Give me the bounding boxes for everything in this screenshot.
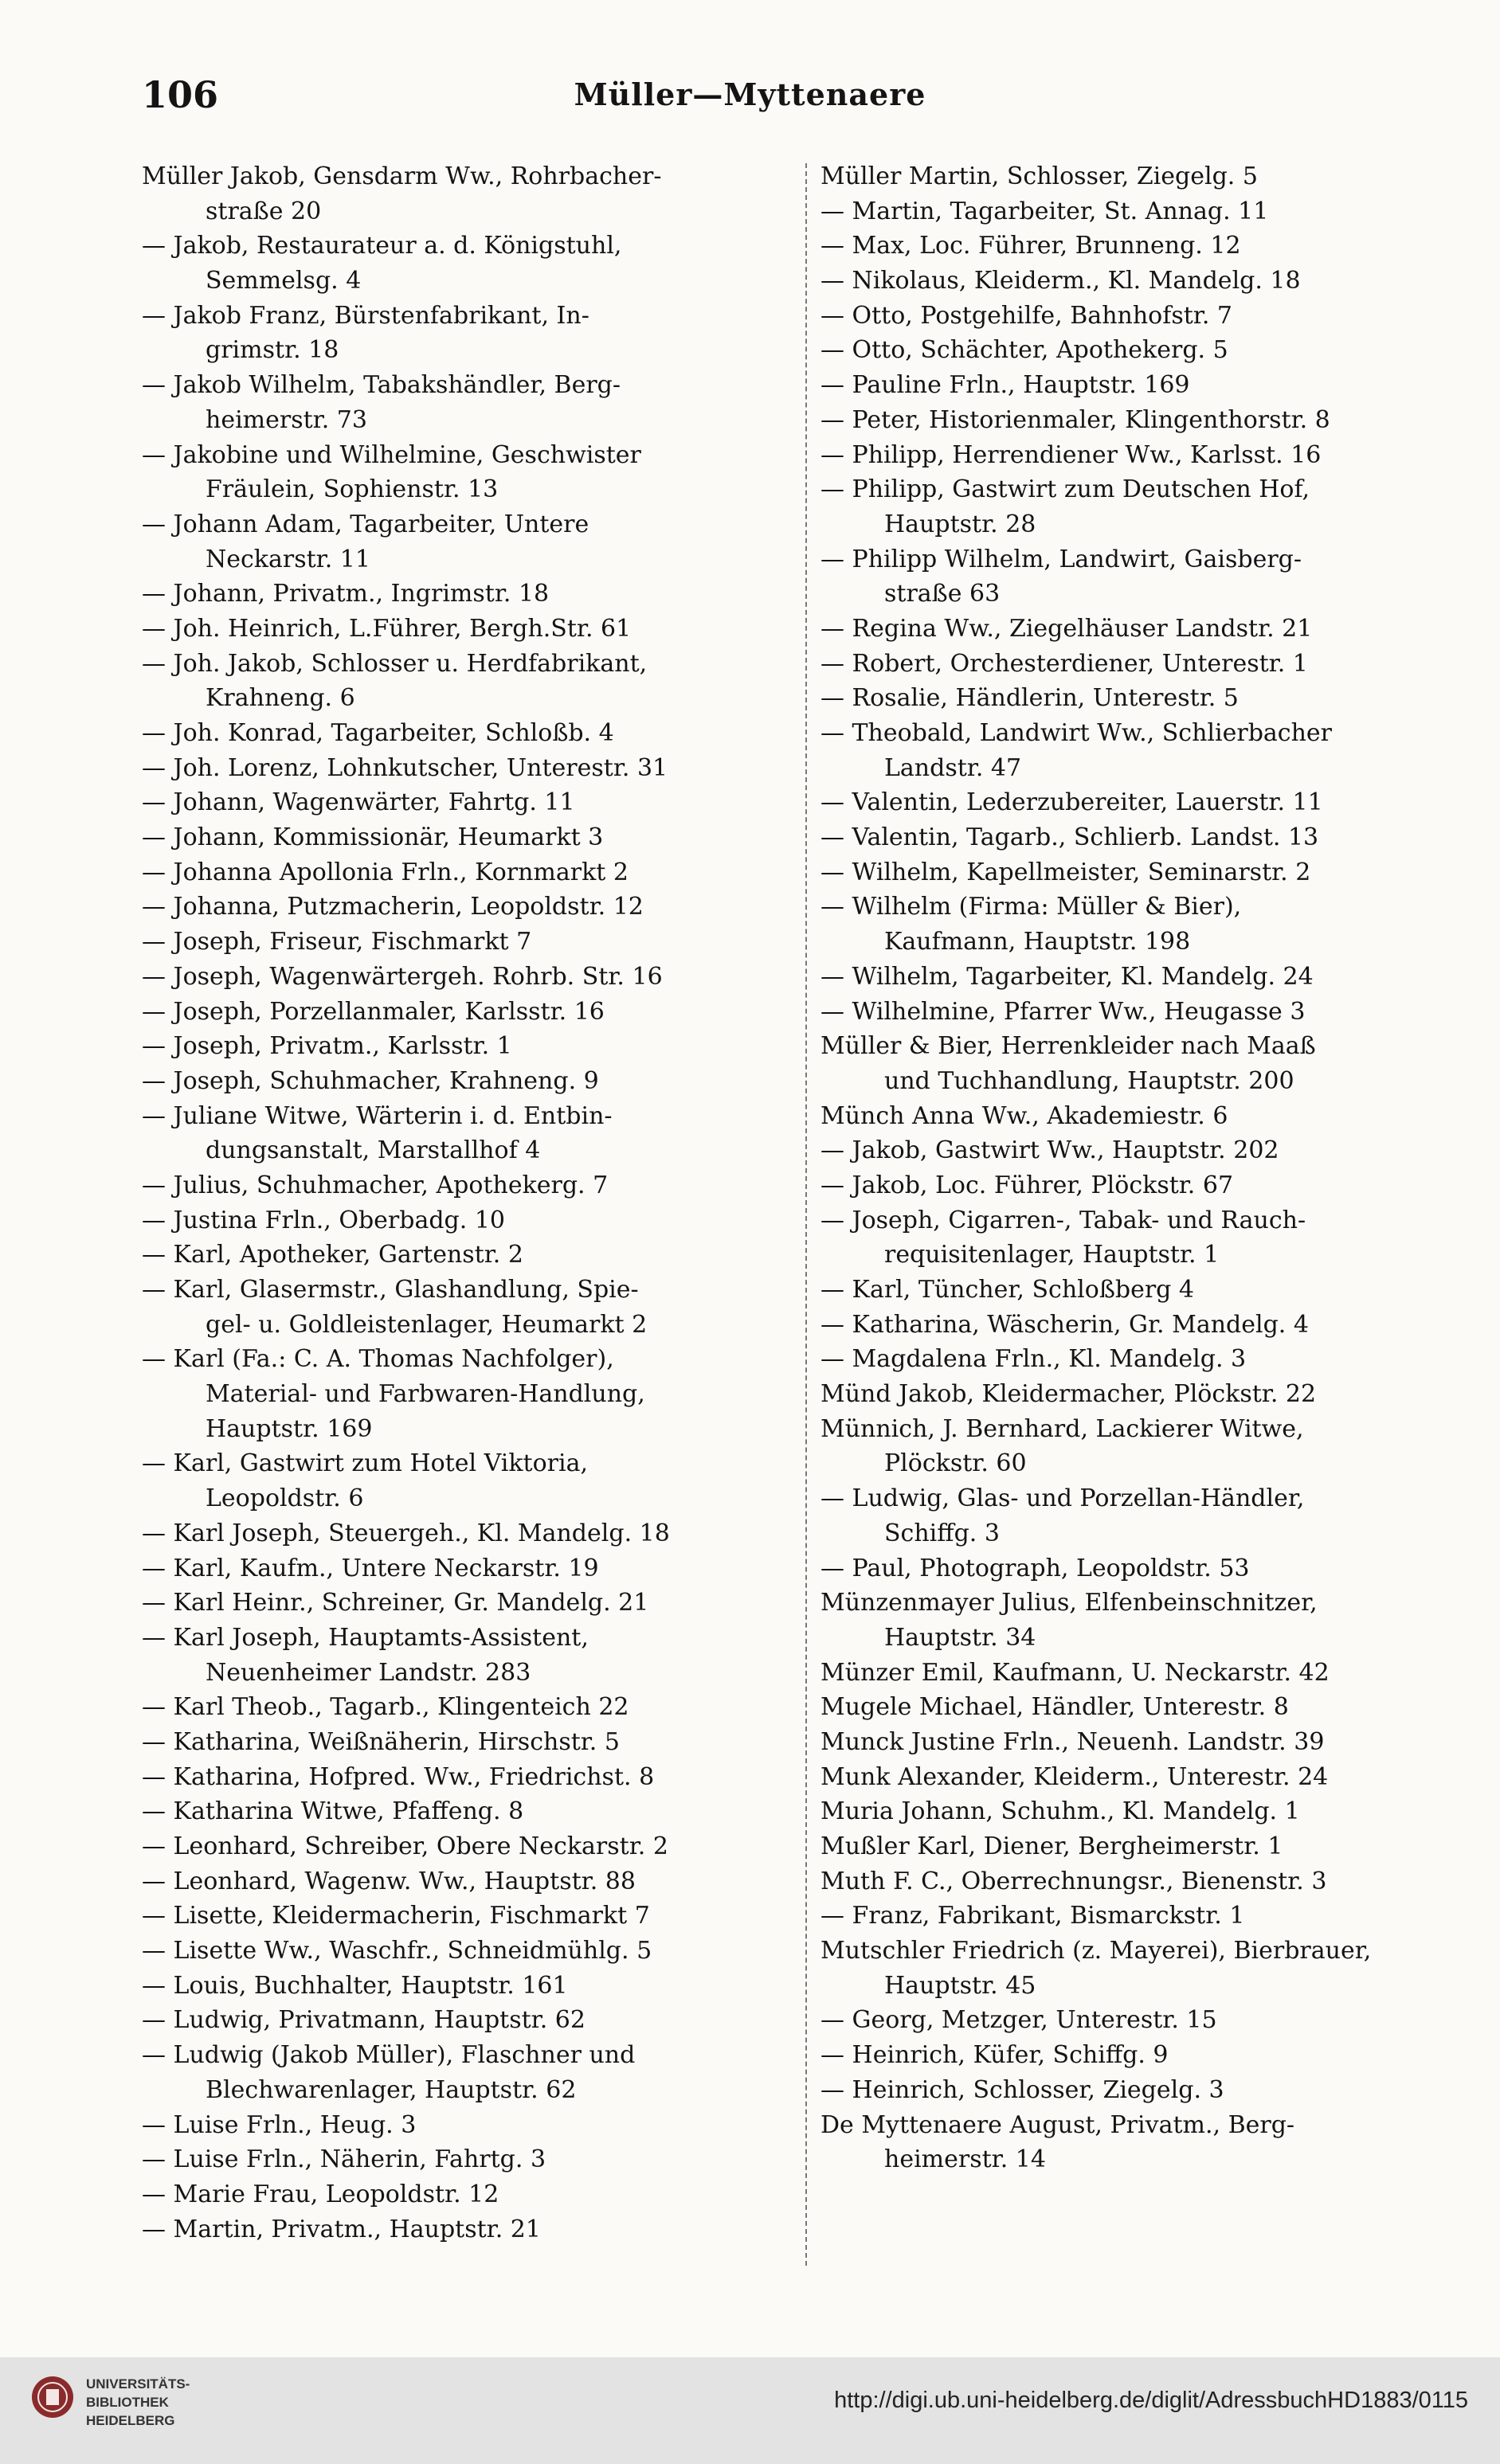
directory-entry-line: — Louis, Buchhalter, Hauptstr. 161 <box>142 1971 568 2000</box>
directory-entry-line: gel- u. Goldleistenlager, Heumarkt 2 <box>206 1310 648 1339</box>
directory-entry-line: Müller Martin, Schlosser, Ziegelg. 5 <box>820 162 1258 190</box>
left-column <box>142 159 795 2247</box>
directory-entry-line: Mugele Michael, Händler, Unterestr. 8 <box>820 1693 1289 1722</box>
directory-entry-line: — Wilhelm (Firma: Müller & Bier), <box>820 893 1242 921</box>
directory-entry-line: — Rosalie, Händlerin, Unterestr. 5 <box>820 684 1239 713</box>
directory-entry-line: — Marie Frau, Leopoldstr. 12 <box>142 2180 499 2208</box>
directory-entry-line: — Juliane Witwe, Wärterin i. d. Entbin- <box>142 1101 613 1130</box>
directory-entry-line: Munck Justine Frln., Neuenh. Landstr. 39 <box>820 1727 1325 1756</box>
directory-entry-line: Münzenmayer Julius, Elfenbeinschnitzer, <box>820 1589 1318 1617</box>
directory-entry-line: — Joseph, Privatm., Karlsstr. 1 <box>142 1032 512 1061</box>
directory-entry-line: — Leonhard, Schreiber, Obere Neckarstr. 2 <box>142 1832 668 1860</box>
directory-entry-line: — Jakob, Gastwirt Ww., Hauptstr. 202 <box>820 1136 1279 1165</box>
directory-entry-line: und Tuchhandlung, Hauptstr. 200 <box>884 1066 1294 1095</box>
directory-entry-line: — Katharina Witwe, Pfaffeng. 8 <box>142 1797 524 1826</box>
logo-line: UNIVERSITÄTS- <box>86 2376 190 2392</box>
directory-entry-line: — Otto, Schächter, Apothekerg. 5 <box>820 336 1228 365</box>
directory-entry-line: Plöckstr. 60 <box>884 1449 1027 1478</box>
directory-entry-line: — Philipp, Gastwirt zum Deutschen Hof, <box>820 475 1310 504</box>
directory-entry-line: Münd Jakob, Kleidermacher, Plöckstr. 22 <box>820 1380 1317 1409</box>
directory-entry-line: — Martin, Tagarbeiter, St. Annag. 11 <box>820 197 1269 225</box>
running-head: Müller—Myttenaere <box>574 76 926 112</box>
directory-entry-line: — Katharina, Hofpred. Ww., Friedrichst. 8 <box>142 1762 655 1791</box>
library-logo-text <box>86 2375 190 2430</box>
directory-entry-line: — Katharina, Weißnäherin, Hirschstr. 5 <box>142 1727 620 1756</box>
directory-entry-line: — Lisette Ww., Waschfr., Schneidmühlg. 5 <box>142 1937 652 1965</box>
logo-line: BIBLIOTHEK <box>86 2395 169 2410</box>
directory-entry-line: — Joseph, Cigarren-, Tabak- und Rauch- <box>820 1206 1306 1234</box>
directory-entry-line: — Luise Frln., Näherin, Fahrtg. 3 <box>142 2145 546 2174</box>
directory-entry-line: Mutschler Friedrich (z. Mayerei), Bierbrauer, <box>820 1937 1372 1965</box>
directory-entry-line: — Karl Heinr., Schreiner, Gr. Mandelg. 21 <box>142 1589 649 1617</box>
directory-entry-line: — Karl, Gastwirt zum Hotel Viktoria, <box>142 1449 589 1478</box>
directory-entry-line: — Wilhelm, Tagarbeiter, Kl. Mandelg. 24 <box>820 962 1314 991</box>
right-column <box>820 159 1474 2177</box>
directory-entry-line: Kaufmann, Hauptstr. 198 <box>884 928 1191 956</box>
directory-entry-line: — Jakobine und Wilhelmine, Geschwister <box>142 440 641 469</box>
directory-entry-line: Munk Alexander, Kleiderm., Unterestr. 24 <box>820 1762 1329 1791</box>
directory-entry-line: — Theobald, Landwirt Ww., Schlierbacher <box>820 719 1333 747</box>
directory-entry-line: Hauptstr. 169 <box>206 1414 373 1443</box>
directory-entry-line: — Martin, Privatm., Hauptstr. 21 <box>142 2215 541 2243</box>
directory-entry-line: — Joh. Heinrich, L.Führer, Bergh.Str. 61 <box>142 614 632 643</box>
directory-entry-line: — Jakob Franz, Bürstenfabrikant, In- <box>142 301 589 330</box>
directory-entry-line: — Ludwig, Privatmann, Hauptstr. 62 <box>142 2006 586 2035</box>
directory-entry-line: De Myttenaere August, Privatm., Berg- <box>820 2110 1295 2139</box>
directory-entry-line: Münch Anna Ww., Akademiestr. 6 <box>820 1101 1228 1130</box>
directory-entry-line: Blechwarenlager, Hauptstr. 62 <box>206 2075 577 2104</box>
directory-entry-line: Müller Jakob, Gensdarm Ww., Rohrbacher- <box>142 162 662 190</box>
directory-entry-line: Leopoldstr. 6 <box>206 1484 364 1513</box>
directory-entry-line: Hauptstr. 45 <box>884 1971 1036 2000</box>
directory-entry-line: — Karl, Glasermstr., Glashandlung, Spie- <box>142 1276 639 1304</box>
directory-entry-line: — Valentin, Tagarb., Schlierb. Landst. 13 <box>820 823 1319 852</box>
directory-entry-line: — Jakob Wilhelm, Tabakshändler, Berg- <box>142 371 621 400</box>
directory-entry-line: — Luise Frln., Heug. 3 <box>142 2110 417 2139</box>
directory-entry-line: heimerstr. 73 <box>206 405 367 434</box>
directory-entry-line: Mußler Karl, Diener, Bergheimerstr. 1 <box>820 1832 1283 1860</box>
directory-entry-line: — Valentin, Lederzubereiter, Lauerstr. 11 <box>820 788 1323 817</box>
directory-entry-line: — Johann Adam, Tagarbeiter, Untere <box>142 510 589 538</box>
directory-entry-line: — Joh. Jakob, Schlosser u. Herdfabrikant, <box>142 649 648 678</box>
directory-entry-line: — Heinrich, Küfer, Schiffg. 9 <box>820 2041 1169 2070</box>
directory-entry-line: — Philipp Wilhelm, Landwirt, Gaisberg- <box>820 545 1302 573</box>
directory-entry-line: — Justina Frln., Oberbadg. 10 <box>142 1206 505 1234</box>
directory-entry-line: — Karl Joseph, Hauptamts-Assistent, <box>142 1623 589 1652</box>
directory-entry-line: — Jakob, Restaurateur a. d. Königstuhl, <box>142 232 622 260</box>
directory-entry-line: Fräulein, Sophienstr. 13 <box>206 475 499 504</box>
directory-entry-line: — Joh. Lorenz, Lohnkutscher, Unterestr. 31 <box>142 753 668 782</box>
column-divider <box>805 163 807 2266</box>
directory-entry-line: — Karl (Fa.: C. A. Thomas Nachfolger), <box>142 1345 614 1374</box>
directory-entry-line: Muth F. C., Oberrechnungsr., Bienenstr. 3 <box>820 1867 1327 1895</box>
directory-entry-line: requisitenlager, Hauptstr. 1 <box>884 1241 1220 1269</box>
directory-entry-line: — Johann, Kommissionär, Heumarkt 3 <box>142 823 604 852</box>
directory-entry-line: straße 63 <box>884 580 1001 608</box>
directory-entry-line: — Wilhelm, Kapellmeister, Seminarstr. 2 <box>820 858 1311 886</box>
directory-entry-line: — Johann, Privatm., Ingrimstr. 18 <box>142 580 550 608</box>
directory-entry-line: — Leonhard, Wagenw. Ww., Hauptstr. 88 <box>142 1867 636 1895</box>
directory-entry-line: — Joseph, Schuhmacher, Krahneng. 9 <box>142 1066 599 1095</box>
page-header <box>0 73 1500 129</box>
directory-entry-line: — Karl, Kaufm., Untere Neckarstr. 19 <box>142 1554 599 1582</box>
directory-entry-line: Hauptstr. 34 <box>884 1623 1036 1652</box>
directory-entry-line: — Philipp, Herrendiener Ww., Karlsst. 16 <box>820 440 1322 469</box>
directory-entry-line: — Regina Ww., Ziegelhäuser Landstr. 21 <box>820 614 1313 643</box>
directory-entry-line: — Otto, Postgehilfe, Bahnhofstr. 7 <box>820 301 1232 330</box>
directory-entry-line: — Karl Theob., Tagarb., Klingenteich 22 <box>142 1693 629 1722</box>
directory-entry-line: — Karl Joseph, Steuergeh., Kl. Mandelg. 18 <box>142 1519 670 1547</box>
directory-entry-line: Münnich, J. Bernhard, Lackierer Witwe, <box>820 1414 1304 1443</box>
directory-entry-line: — Pauline Frln., Hauptstr. 169 <box>820 371 1190 400</box>
directory-entry-line: — Karl, Tüncher, Schloßberg 4 <box>820 1276 1194 1304</box>
directory-entry-line: — Julius, Schuhmacher, Apothekerg. 7 <box>142 1171 609 1199</box>
directory-entry-line: — Karl, Apotheker, Gartenstr. 2 <box>142 1241 523 1269</box>
directory-entry-line: Münzer Emil, Kaufmann, U. Neckarstr. 42 <box>820 1658 1330 1687</box>
directory-entry-line: Schiffg. 3 <box>884 1519 1000 1547</box>
directory-entry-line: — Max, Loc. Führer, Brunneng. 12 <box>820 232 1241 260</box>
directory-entry-line: straße 20 <box>206 197 322 225</box>
directory-entry-line: — Ludwig, Glas- und Porzellan-Händler, <box>820 1484 1305 1513</box>
directory-entry-line: — Jakob, Loc. Führer, Plöckstr. 67 <box>820 1171 1234 1199</box>
directory-entry-line: — Lisette, Kleidermacherin, Fischmarkt 7 <box>142 1902 650 1930</box>
directory-entry-line: — Johann, Wagenwärter, Fahrtg. 11 <box>142 788 575 817</box>
directory-entry-line: heimerstr. 14 <box>884 2145 1046 2174</box>
source-url-link[interactable]: http://digi.ub.uni-heidelberg.de/diglit/AdressbuchHD1883/0115 <box>834 2388 1468 2413</box>
directory-entry-line: — Heinrich, Schlosser, Ziegelg. 3 <box>820 2075 1224 2104</box>
directory-entry-line: Landstr. 47 <box>884 753 1022 782</box>
directory-entry-line: — Johanna, Putzmacherin, Leopoldstr. 12 <box>142 893 644 921</box>
directory-entry-line: — Paul, Photograph, Leopoldstr. 53 <box>820 1554 1250 1582</box>
directory-entry-line: Material- und Farbwaren-Handlung, <box>206 1380 645 1409</box>
directory-entry-line: Müller & Bier, Herrenkleider nach Maaß <box>820 1032 1316 1061</box>
directory-entry-line: Neuenheimer Landstr. 283 <box>206 1658 531 1687</box>
directory-entry-line: — Ludwig (Jakob Müller), Flaschner und <box>142 2041 636 2070</box>
directory-entry-line: — Peter, Historienmaler, Klingenthorstr. 8 <box>820 405 1330 434</box>
directory-entry-line: — Magdalena Frln., Kl. Mandelg. 3 <box>820 1345 1247 1374</box>
directory-entry-line: — Joseph, Wagenwärtergeh. Rohrb. Str. 16 <box>142 962 663 991</box>
directory-entry-line: — Katharina, Wäscherin, Gr. Mandelg. 4 <box>820 1310 1309 1339</box>
page-number: 106 <box>142 73 219 116</box>
footer-bar <box>0 2357 1500 2464</box>
directory-entry-line: Krahneng. 6 <box>206 684 355 713</box>
directory-entry-line: grimstr. 18 <box>206 336 339 365</box>
directory-entry-line: Neckarstr. 11 <box>206 545 370 573</box>
directory-entry-line: — Franz, Fabrikant, Bismarckstr. 1 <box>820 1902 1245 1930</box>
directory-entry-line: — Robert, Orchesterdiener, Unterestr. 1 <box>820 649 1308 678</box>
directory-entry-line: — Nikolaus, Kleiderm., Kl. Mandelg. 18 <box>820 267 1301 295</box>
directory-entry-line: — Georg, Metzger, Unterestr. 15 <box>820 2006 1217 2035</box>
directory-entry-line: dungsanstalt, Marstallhof 4 <box>206 1136 541 1165</box>
directory-entry-line: — Joh. Konrad, Tagarbeiter, Schloßb. 4 <box>142 719 614 747</box>
directory-entry-line: Muria Johann, Schuhm., Kl. Mandelg. 1 <box>820 1797 1300 1826</box>
directory-entry-line: Semmelsg. 4 <box>206 267 362 295</box>
directory-entry-line: — Wilhelmine, Pfarrer Ww., Heugasse 3 <box>820 997 1306 1026</box>
directory-entry-line: Hauptstr. 28 <box>884 510 1036 538</box>
university-seal-icon <box>30 2375 75 2419</box>
directory-entry-line: — Johanna Apollonia Frln., Kornmarkt 2 <box>142 858 629 886</box>
directory-entry-line: — Joseph, Porzellanmaler, Karlsstr. 16 <box>142 997 605 1026</box>
directory-entry-line: — Joseph, Friseur, Fischmarkt 7 <box>142 928 532 956</box>
logo-line: HEIDELBERG <box>86 2413 175 2428</box>
